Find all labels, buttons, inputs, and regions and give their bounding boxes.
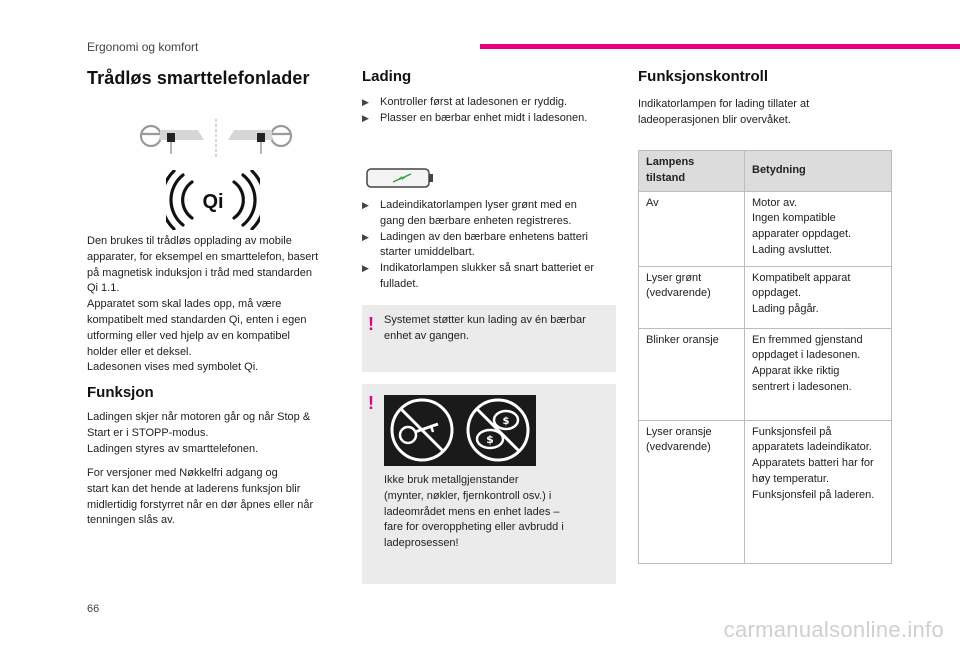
cell-text: (vedvarende): [646, 287, 711, 300]
cell-text: Av: [646, 196, 659, 209]
list-item: [362, 261, 618, 293]
cell-text: Motor av.: [752, 196, 798, 209]
table-cell-meaning: [745, 420, 892, 563]
table-cell-state: [639, 266, 745, 328]
table-cell-state: [639, 420, 745, 563]
function-text-1: [87, 410, 349, 457]
cell-text: Lyser grønt: [646, 271, 702, 284]
cell-text: sentrert i ladesonen.: [752, 380, 852, 393]
indicator-steps: [362, 198, 618, 293]
table-cell-meaning: [745, 266, 892, 328]
table-cell-state: [639, 328, 745, 420]
battery-charging-icon: [366, 167, 436, 189]
warning-icon: !: [368, 314, 374, 334]
warning-text: (mynter, nøkler, fjernkontroll osv.) i: [384, 489, 552, 502]
column-wireless-charger: [87, 66, 345, 89]
intro-line: apparater, for eksempel en smarttelefon, basert: [87, 250, 319, 263]
cell-text: Lading pågår.: [752, 303, 819, 316]
bullet-icon: ▶: [362, 263, 369, 274]
subtitle-funksjonskontroll: Funksjonskontroll: [638, 68, 769, 85]
indicator-status-table: [638, 150, 892, 564]
warning-icon: !: [368, 393, 374, 413]
function-line: tenningen slås av.: [87, 514, 175, 527]
intro-line: Indikatorlampen for lading tillater at: [638, 98, 810, 110]
warning-box-single-device: [362, 305, 616, 372]
intro-line: Den brukes til trådløs opplading av mobile: [87, 235, 292, 247]
header-text: tilstand: [646, 171, 686, 184]
intro-line: Qi 1.1.: [87, 282, 120, 295]
function-line: midlertidig forstyrret når en dør åpnes eller når: [87, 498, 314, 511]
intro-line: på magnetisk induksjon i tråd med standarden: [87, 266, 313, 279]
svg-text:$: $: [502, 416, 510, 427]
header-meaning: [745, 151, 892, 192]
intro-line: holder eller et deksel.: [87, 345, 192, 358]
list-item: [362, 230, 618, 262]
qi-label: Qi: [202, 191, 224, 213]
intro-line: Ladesonen vises med symbolet Qi.: [87, 361, 259, 374]
list-item: [362, 198, 618, 230]
table-cell-meaning: [745, 328, 892, 420]
cell-text: En fremmed gjenstand: [752, 333, 863, 346]
bullet-icon: ▶: [362, 112, 369, 123]
cell-text: Ingen kompatible: [752, 212, 836, 225]
bullet-icon: ▶: [362, 97, 369, 107]
intro-line: Apparatet som skal lades opp, må være: [87, 298, 282, 311]
list-item-text: starter umiddelbart.: [380, 246, 475, 259]
table-row: [639, 328, 892, 420]
header-text: Betydning: [752, 163, 806, 176]
intro-line: ladeoperasjonen blir overvåket.: [638, 113, 791, 126]
cell-text: Funksjonsfeil på laderen.: [752, 488, 875, 501]
cell-text: (vedvarende): [646, 441, 711, 454]
section-header: Ergonomi og komfort: [87, 40, 199, 54]
cell-text: Blinker oransje: [646, 333, 719, 346]
charging-steps: [362, 95, 618, 127]
bullet-icon: ▶: [362, 200, 369, 210]
intro-text: [87, 234, 349, 376]
bullet-icon: ▶: [362, 231, 369, 242]
function-line: start kan det hende at laderens funksjon blir: [87, 482, 301, 495]
list-item-text: gang den bærbare enheten registreres.: [380, 214, 572, 227]
intro-line: kompatibelt med standarden Qi, enten i egen: [87, 313, 307, 326]
warning-text: enhet av gangen.: [384, 329, 470, 342]
list-item-text: Ladeindikatorlampen lyser grønt med en: [380, 199, 577, 211]
table-cell-state: [639, 191, 745, 266]
table-cell-meaning: [745, 191, 892, 266]
warning-text: ladeområdet mens en enhet lades –: [384, 505, 560, 518]
table-row: [639, 191, 892, 266]
table-row: [639, 420, 892, 563]
function-line: For versjoner med Nøkkelfri adgang og: [87, 467, 278, 479]
page-title: Trådløs smarttelefonlader: [87, 68, 310, 88]
header-text: Lampens: [646, 156, 695, 168]
phone-placement-illustration: [138, 116, 294, 162]
function-line: Ladingen styres av smarttelefonen.: [87, 442, 259, 455]
list-item-text: Plasser en bærbar enhet midt i ladesonen.: [380, 111, 588, 124]
table-row: [639, 266, 892, 328]
intro-line: utforming eller ved hjelp av en kompatibel: [87, 329, 291, 342]
cell-text: Apparat ikke riktig: [752, 365, 840, 378]
subtitle-lading: Lading: [362, 68, 412, 85]
warning-text: Systemet støtter kun lading av én bærbar: [384, 314, 586, 326]
watermark: carmanualsonline.info: [723, 617, 944, 642]
cell-text: oppdaget i ladesonen.: [752, 349, 861, 362]
table-header-row: [639, 151, 892, 192]
cell-text: apparatets ladeindikator.: [752, 441, 872, 454]
header-lamp-state: [639, 151, 745, 192]
list-item-text: Ladingen av den bærbare enhetens batteri: [380, 230, 588, 243]
cell-text: Lading avsluttet.: [752, 243, 833, 256]
list-item-text: fulladet.: [380, 277, 419, 290]
warning-text: ladeprosessen!: [384, 537, 459, 550]
cell-text: høy temperatur.: [752, 472, 830, 485]
svg-text:$: $: [486, 433, 494, 446]
function-line: Start er i STOPP-modus.: [87, 426, 209, 439]
cell-text: Lyser oransje: [646, 425, 712, 438]
warning-text: Ikke bruk metallgjenstander: [384, 474, 519, 486]
function-text-2: [87, 466, 349, 529]
cell-text: Apparatets batteri har for: [752, 457, 874, 470]
function-check-intro: [638, 97, 892, 129]
subtitle-funksjon: Funksjon: [87, 384, 154, 401]
function-line: Ladingen skjer når motoren går og når Stop &: [87, 411, 311, 423]
cell-text: Kompatibelt apparat: [752, 271, 851, 284]
cell-text: Funksjonsfeil på: [752, 425, 832, 438]
no-metal-objects-panel: [384, 395, 536, 466]
list-item: [362, 111, 618, 127]
list-item: [362, 95, 618, 111]
cell-text: oppdaget.: [752, 287, 801, 300]
warning-text: fare for overoppheting eller avbrudd i: [384, 521, 564, 534]
page-number: 66: [87, 603, 100, 615]
list-item-text: Kontroller først at ladesonen er ryddig.: [380, 96, 568, 108]
qi-wireless-symbol-icon: [166, 170, 260, 230]
cell-text: apparater oppdaget.: [752, 228, 852, 241]
section-accent-bar: [480, 44, 960, 49]
list-item-text: Indikatorlampen slukker så snart batteriet er: [380, 262, 594, 275]
